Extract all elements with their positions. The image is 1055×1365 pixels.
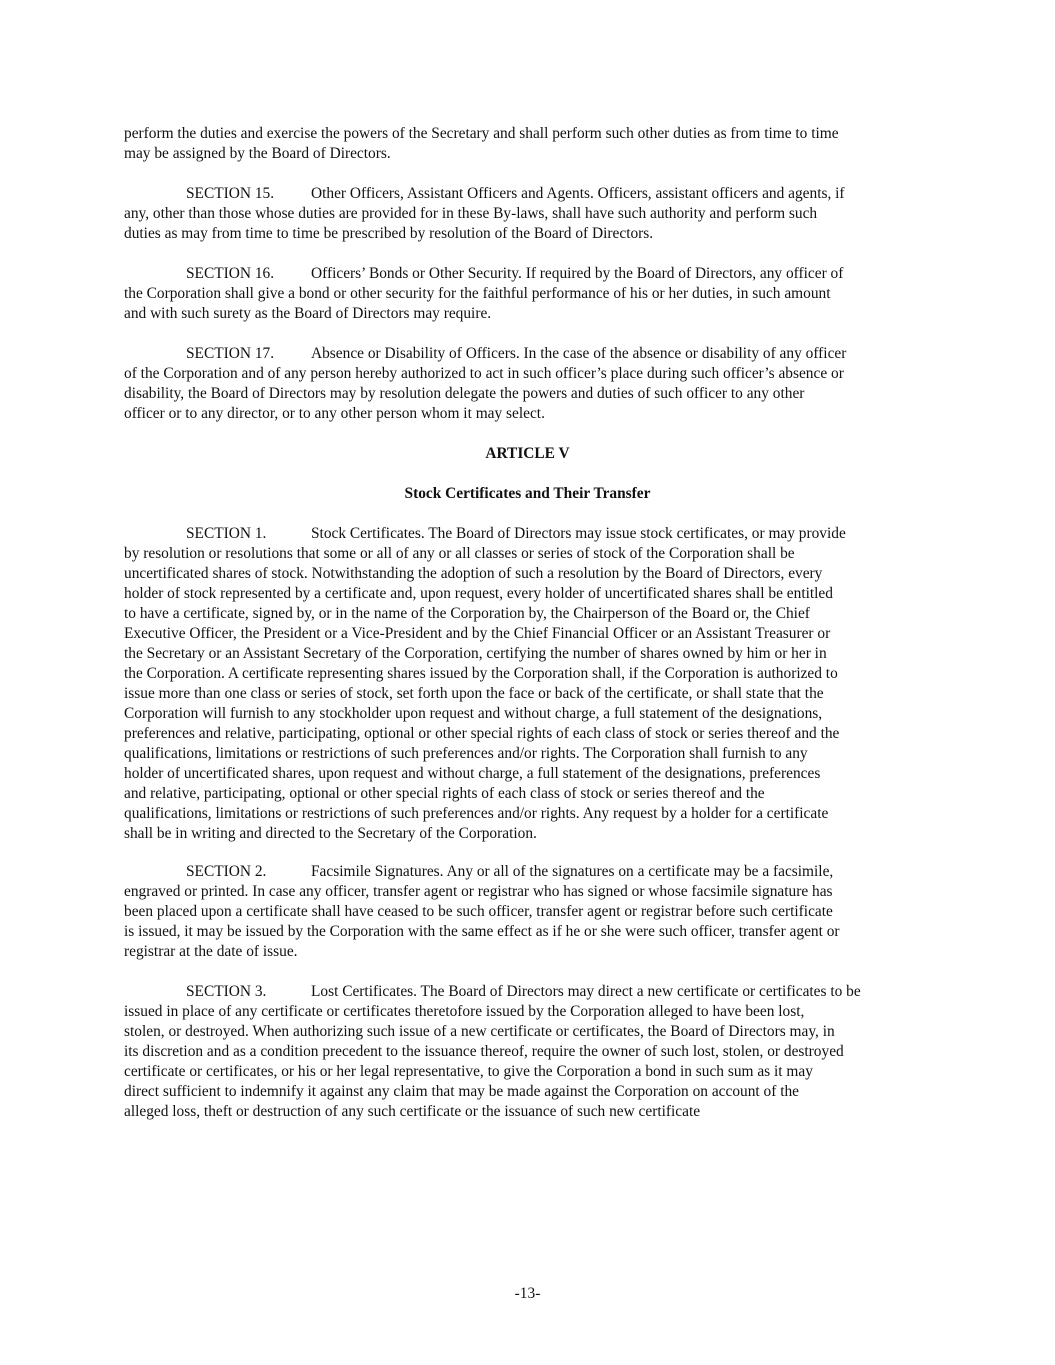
- section-label: SECTION 15.: [186, 185, 275, 202]
- page-number: -13-: [514, 1285, 541, 1302]
- text-line: preferences and relative, participating, optional or other special rights of each class of stock or series thereof and the: [124, 725, 840, 742]
- text-line: qualifications, limitations or restrictions of such preferences and/or rights. Any request by a holder for a certificate: [124, 805, 829, 822]
- text-line: holder of stock represented by a certificate and, upon request, every holder of uncertificated shares shall be entitled: [124, 585, 833, 602]
- section-label: SECTION 2.: [186, 863, 267, 880]
- text-line: [124, 982, 954, 1002]
- text-line: issue more than one class or series of stock, set forth upon the face or back of the certificate, or shall state that the: [124, 685, 824, 702]
- section-label: SECTION 1.: [186, 525, 267, 542]
- text-line: qualifications, limitations or restrictions of such preferences and/or rights. The Corporation shall furnish to any: [124, 745, 808, 762]
- text-line: issued in place of any certificate or certificates theretofore issued by the Corporation alleged to have been lost,: [124, 1003, 805, 1020]
- text-line: [124, 344, 954, 364]
- text-line: and relative, participating, optional or other special rights of each class of stock or series thereof and the: [124, 785, 765, 802]
- text-line: been placed upon a certificate shall have ceased to be such officer, transfer agent or registrar before such certificate: [124, 903, 833, 920]
- text-line: stolen, or destroyed. When authorizing such issue of a new certificate or certificates, the Board of Directors may, in: [124, 1023, 835, 1040]
- text-line: shall be in writing and directed to the Secretary of the Corporation.: [124, 825, 537, 842]
- text-line: by resolution or resolutions that some or all of any or all classes or series of stock of the Corporation shall be: [124, 545, 795, 562]
- text-line: disability, the Board of Directors may by resolution delegate the powers and duties of such officer to any other: [124, 385, 805, 402]
- text-line: and with such surety as the Board of Directors may require.: [124, 305, 492, 322]
- section-label: SECTION 16.: [186, 265, 275, 282]
- text-line: duties as may from time to time be prescribed by resolution of the Board of Directors.: [124, 225, 654, 242]
- text-line: its discretion and as a condition precedent to the issuance thereof, require the owner of such lost, stolen, or destroyed: [124, 1043, 844, 1060]
- text-line: certificate or certificates, or his or her legal representative, to give the Corporation a bond in such sum as it may: [124, 1063, 813, 1080]
- text-line: holder of uncertificated shares, upon request and without charge, a full statement of the designations, preferences: [124, 765, 821, 782]
- text-line: [124, 862, 954, 882]
- section-text: Other Officers, Assistant Officers and Agents. Officers, assistant officers and agents, if: [311, 185, 845, 202]
- section-paragraph: [124, 862, 954, 962]
- intro-paragraph: [124, 124, 954, 164]
- section-paragraph: [124, 524, 954, 844]
- text-line: the Secretary or an Assistant Secretary of the Corporation, certifying the number of shares owned by him or her in: [124, 645, 827, 662]
- text-line: direct sufficient to indemnify it against any claim that may be made against the Corporation on account of the: [124, 1083, 799, 1100]
- text-line: alleged loss, theft or destruction of any such certificate or the issuance of such new certificate: [124, 1103, 701, 1120]
- text-line: perform the duties and exercise the powers of the Secretary and shall perform such other duties as from time to time: [124, 125, 839, 142]
- text-line: [124, 184, 954, 204]
- text-line: to have a certificate, signed by, or in the name of the Corporation by, the Chairperson of the Board or, the Chief: [124, 605, 810, 622]
- section-text: Stock Certificates. The Board of Directors may issue stock certificates, or may provide: [311, 525, 846, 542]
- text-line: uncertificated shares of stock. Notwithstanding the adoption of such a resolution by the Board of Directors, every: [124, 565, 823, 582]
- section-paragraph: [124, 982, 954, 1122]
- section-label: SECTION 17.: [186, 345, 275, 362]
- text-line: registrar at the date of issue.: [124, 943, 298, 960]
- text-line: officer or to any director, or to any other person whom it may select.: [124, 405, 545, 422]
- text-line: the Corporation shall give a bond or other security for the faithful performance of his or her duties, in such amount: [124, 285, 831, 302]
- text-line: [124, 524, 954, 544]
- section-paragraph: [124, 344, 954, 424]
- text-line: engraved or printed. In case any officer, transfer agent or registrar who has signed or whose facsimile signature has: [124, 883, 833, 900]
- section-text: Facsimile Signatures. Any or all of the signatures on a certificate may be a facsimile,: [311, 863, 834, 880]
- text-line: may be assigned by the Board of Directors.: [124, 145, 391, 162]
- text-line: Corporation will furnish to any stockholder upon request and without charge, a full statement of the designations,: [124, 705, 823, 722]
- section-paragraph: [124, 184, 954, 244]
- text-line: is issued, it may be issued by the Corporation with the same effect as if he or she were such officer, transfer agent or: [124, 923, 840, 940]
- text-line: of the Corporation and of any person hereby authorized to act in such officer’s place during such officer’s absence or: [124, 365, 844, 382]
- text-line: the Corporation. A certificate representing shares issued by the Corporation shall, if the Corporation is authorized to: [124, 665, 838, 682]
- section-text: Lost Certificates. The Board of Directors may direct a new certificate or certificates to be: [311, 983, 861, 1000]
- text-line: Executive Officer, the President or a Vice-President and by the Chief Financial Officer or an Assistant Treasurer or: [124, 625, 831, 642]
- section-text: Absence or Disability of Officers. In the case of the absence or disability of any officer: [311, 345, 847, 362]
- section-label: SECTION 3.: [186, 983, 267, 1000]
- text-line: [124, 264, 954, 284]
- text-line: any, other than those whose duties are provided for in these By-laws, shall have such authority and perform such: [124, 205, 818, 222]
- article-title: ARTICLE V: [485, 445, 570, 462]
- article-subtitle: Stock Certificates and Their Transfer: [404, 485, 651, 502]
- section-paragraph: [124, 264, 954, 324]
- section-text: Officers’ Bonds or Other Security. If required by the Board of Directors, any officer of: [311, 265, 844, 282]
